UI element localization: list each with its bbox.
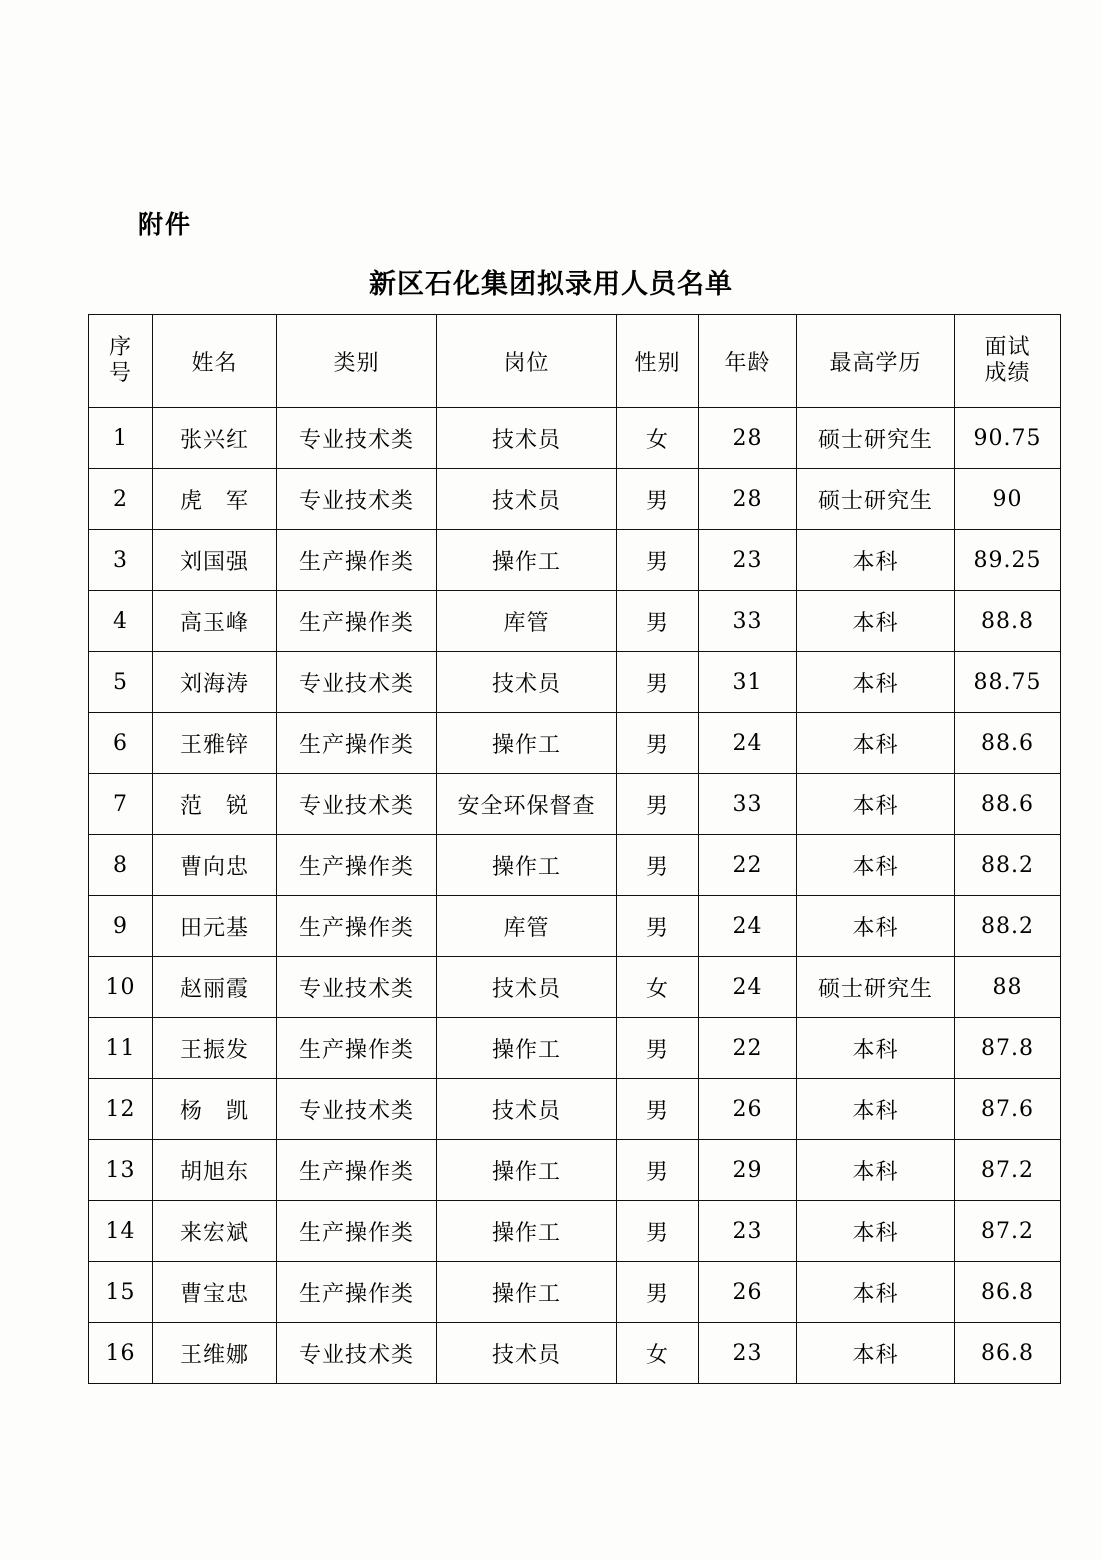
cell-score: 86.8 — [955, 1323, 1061, 1384]
cell-age: 24 — [699, 713, 797, 774]
cell-gender: 男 — [617, 1140, 699, 1201]
cell-post: 技术员 — [437, 1323, 617, 1384]
cell-category: 生产操作类 — [277, 1262, 437, 1323]
cell-score: 88.6 — [955, 713, 1061, 774]
cell-category: 生产操作类 — [277, 835, 437, 896]
cell-category: 专业技术类 — [277, 774, 437, 835]
cell-score: 90.75 — [955, 408, 1061, 469]
cell-age: 26 — [699, 1262, 797, 1323]
cell-index: 1 — [89, 408, 153, 469]
cell-category: 专业技术类 — [277, 957, 437, 1018]
cell-name: 杨 凯 — [153, 1079, 277, 1140]
table-row — [89, 530, 1061, 591]
cell-index: 8 — [89, 835, 153, 896]
page-title: 新区石化集团拟录用人员名单 — [369, 269, 733, 300]
cell-education: 硕士研究生 — [797, 957, 955, 1018]
cell-score: 90 — [955, 469, 1061, 530]
cell-post: 操作工 — [437, 1201, 617, 1262]
cell-score: 87.6 — [955, 1079, 1061, 1140]
table-row — [89, 469, 1061, 530]
cell-post: 技术员 — [437, 408, 617, 469]
cell-gender: 男 — [617, 469, 699, 530]
table-row — [89, 408, 1061, 469]
cell-post: 技术员 — [437, 1079, 617, 1140]
cell-age: 22 — [699, 835, 797, 896]
table-row — [89, 896, 1061, 957]
cell-category: 专业技术类 — [277, 1079, 437, 1140]
cell-category: 生产操作类 — [277, 713, 437, 774]
column-header-score — [955, 315, 1061, 408]
cell-score: 87.2 — [955, 1140, 1061, 1201]
table-row — [89, 957, 1061, 1018]
cell-score: 87.8 — [955, 1018, 1061, 1079]
cell-age: 24 — [699, 957, 797, 1018]
cell-index: 2 — [89, 469, 153, 530]
table-row — [89, 1323, 1061, 1384]
cell-name: 王维娜 — [153, 1323, 277, 1384]
roster-table — [88, 314, 1061, 1384]
cell-index: 7 — [89, 774, 153, 835]
cell-name: 虎 军 — [153, 469, 277, 530]
cell-education: 硕士研究生 — [797, 469, 955, 530]
cell-index: 16 — [89, 1323, 153, 1384]
cell-index: 12 — [89, 1079, 153, 1140]
cell-education: 硕士研究生 — [797, 408, 955, 469]
cell-gender: 男 — [617, 774, 699, 835]
cell-age: 23 — [699, 530, 797, 591]
cell-education: 本科 — [797, 1079, 955, 1140]
cell-score: 88 — [955, 957, 1061, 1018]
cell-age: 33 — [699, 774, 797, 835]
table-row — [89, 713, 1061, 774]
cell-index: 4 — [89, 591, 153, 652]
table-body — [89, 408, 1061, 1384]
column-header-index-line2: 号 — [108, 361, 132, 386]
cell-post: 技术员 — [437, 469, 617, 530]
cell-score: 88.2 — [955, 896, 1061, 957]
cell-post: 技术员 — [437, 652, 617, 713]
cell-name: 范 锐 — [153, 774, 277, 835]
cell-post: 操作工 — [437, 1140, 617, 1201]
cell-post: 操作工 — [437, 835, 617, 896]
column-header-gender: 性别 — [617, 315, 699, 408]
cell-index: 10 — [89, 957, 153, 1018]
cell-education: 本科 — [797, 530, 955, 591]
table-row — [89, 1079, 1061, 1140]
cell-gender: 男 — [617, 896, 699, 957]
cell-category: 专业技术类 — [277, 652, 437, 713]
cell-category: 专业技术类 — [277, 1323, 437, 1384]
cell-age: 22 — [699, 1018, 797, 1079]
cell-name: 王振发 — [153, 1018, 277, 1079]
column-header-index — [89, 315, 153, 408]
cell-gender: 男 — [617, 652, 699, 713]
cell-index: 13 — [89, 1140, 153, 1201]
table-header-row — [89, 315, 1061, 408]
cell-age: 29 — [699, 1140, 797, 1201]
cell-index: 5 — [89, 652, 153, 713]
cell-education: 本科 — [797, 713, 955, 774]
cell-category: 生产操作类 — [277, 1140, 437, 1201]
column-header-post: 岗位 — [437, 315, 617, 408]
attachment-label: 附件 — [138, 210, 193, 239]
cell-name: 曹宝忠 — [153, 1262, 277, 1323]
cell-education: 本科 — [797, 591, 955, 652]
column-header-category: 类别 — [277, 315, 437, 408]
cell-age: 33 — [699, 591, 797, 652]
cell-score: 88.6 — [955, 774, 1061, 835]
table-row — [89, 1201, 1061, 1262]
table-row — [89, 1018, 1061, 1079]
cell-education: 本科 — [797, 1018, 955, 1079]
cell-category: 专业技术类 — [277, 469, 437, 530]
column-header-name: 姓名 — [153, 315, 277, 408]
cell-post: 库管 — [437, 896, 617, 957]
cell-index: 11 — [89, 1018, 153, 1079]
cell-education: 本科 — [797, 1140, 955, 1201]
cell-gender: 男 — [617, 1018, 699, 1079]
cell-gender: 女 — [617, 408, 699, 469]
cell-name: 曹向忠 — [153, 835, 277, 896]
cell-post: 技术员 — [437, 957, 617, 1018]
cell-score: 88.75 — [955, 652, 1061, 713]
cell-gender: 男 — [617, 591, 699, 652]
cell-category: 专业技术类 — [277, 408, 437, 469]
cell-gender: 男 — [617, 835, 699, 896]
cell-name: 刘海涛 — [153, 652, 277, 713]
cell-name: 来宏斌 — [153, 1201, 277, 1262]
cell-age: 28 — [699, 469, 797, 530]
cell-post: 库管 — [437, 591, 617, 652]
cell-gender: 男 — [617, 713, 699, 774]
cell-category: 生产操作类 — [277, 1018, 437, 1079]
column-header-education: 最高学历 — [797, 315, 955, 408]
cell-gender: 男 — [617, 1079, 699, 1140]
cell-score: 88.8 — [955, 591, 1061, 652]
cell-category: 生产操作类 — [277, 896, 437, 957]
roster-table-wrapper — [88, 314, 1040, 1384]
cell-category: 生产操作类 — [277, 591, 437, 652]
cell-index: 3 — [89, 530, 153, 591]
cell-score: 87.2 — [955, 1201, 1061, 1262]
cell-education: 本科 — [797, 1323, 955, 1384]
table-row — [89, 774, 1061, 835]
column-header-index-line1: 序 — [108, 335, 132, 361]
cell-score: 88.2 — [955, 835, 1061, 896]
cell-category: 生产操作类 — [277, 530, 437, 591]
cell-score: 86.8 — [955, 1262, 1061, 1323]
cell-age: 28 — [699, 408, 797, 469]
cell-education: 本科 — [797, 835, 955, 896]
cell-name: 王雅锌 — [153, 713, 277, 774]
cell-post: 操作工 — [437, 1262, 617, 1323]
cell-post: 操作工 — [437, 1018, 617, 1079]
table-header — [89, 315, 1061, 408]
cell-index: 15 — [89, 1262, 153, 1323]
cell-education: 本科 — [797, 1262, 955, 1323]
cell-age: 24 — [699, 896, 797, 957]
cell-index: 9 — [89, 896, 153, 957]
cell-education: 本科 — [797, 1201, 955, 1262]
cell-name: 田元基 — [153, 896, 277, 957]
cell-gender: 男 — [617, 1201, 699, 1262]
cell-education: 本科 — [797, 774, 955, 835]
table-row — [89, 591, 1061, 652]
cell-post: 操作工 — [437, 530, 617, 591]
table-row — [89, 1140, 1061, 1201]
cell-gender: 女 — [617, 957, 699, 1018]
cell-age: 26 — [699, 1079, 797, 1140]
table-row — [89, 1262, 1061, 1323]
table-row — [89, 835, 1061, 896]
cell-education: 本科 — [797, 896, 955, 957]
cell-post: 操作工 — [437, 713, 617, 774]
cell-age: 23 — [699, 1323, 797, 1384]
cell-gender: 男 — [617, 1262, 699, 1323]
cell-name: 张兴红 — [153, 408, 277, 469]
cell-category: 生产操作类 — [277, 1201, 437, 1262]
column-header-score-line2: 成绩 — [984, 361, 1031, 386]
cell-gender: 女 — [617, 1323, 699, 1384]
cell-name: 胡旭东 — [153, 1140, 277, 1201]
cell-gender: 男 — [617, 530, 699, 591]
cell-age: 23 — [699, 1201, 797, 1262]
cell-education: 本科 — [797, 652, 955, 713]
column-header-score-line1: 面试 — [984, 335, 1031, 361]
cell-score: 89.25 — [955, 530, 1061, 591]
cell-post: 安全环保督查 — [437, 774, 617, 835]
cell-name: 高玉峰 — [153, 591, 277, 652]
cell-age: 31 — [699, 652, 797, 713]
cell-name: 刘国强 — [153, 530, 277, 591]
cell-index: 14 — [89, 1201, 153, 1262]
table-row — [89, 652, 1061, 713]
cell-name: 赵丽霞 — [153, 957, 277, 1018]
cell-index: 6 — [89, 713, 153, 774]
column-header-age: 年龄 — [699, 315, 797, 408]
